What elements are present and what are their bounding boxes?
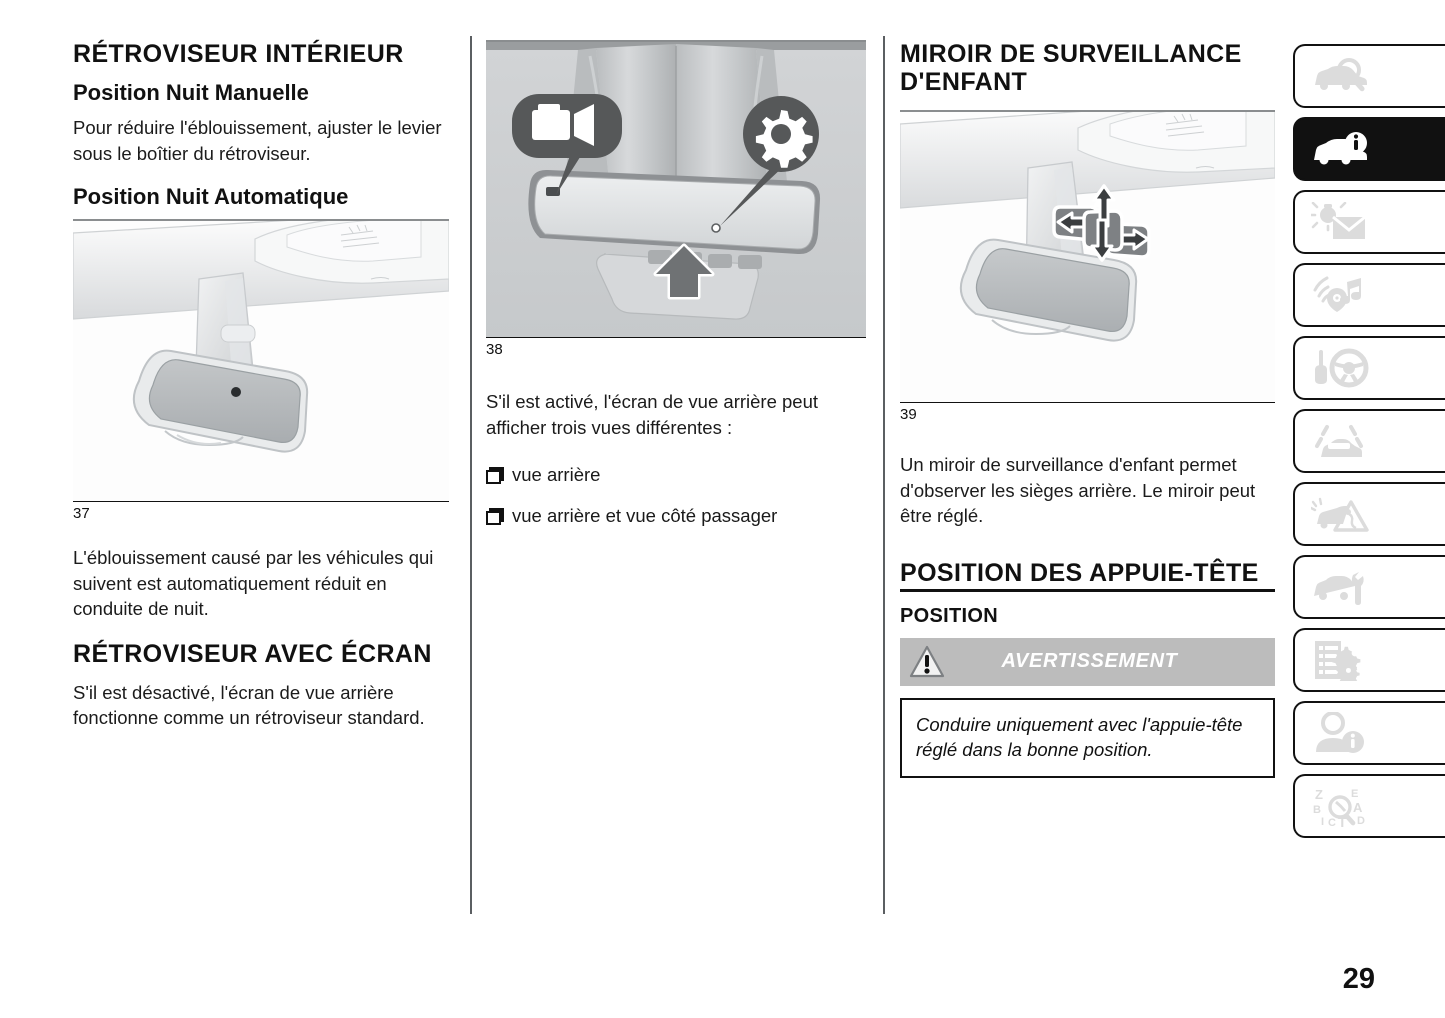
gearshift-wheel-icon <box>1311 348 1369 388</box>
paragraph-child-mirror: Un miroir de surveillance d'enfant permet d'observer les sièges arrière. Le miroir peut être réglé. <box>900 454 1256 526</box>
figure-39-caption: 39 <box>900 406 917 423</box>
figure-38-illustration <box>486 42 866 337</box>
section-heading-child-observation-mirror: MIROIR DE SURVEILLANCE D'ENFANT <box>900 40 1242 96</box>
radio-music-icon <box>1311 274 1369 316</box>
svg-text:E: E <box>1351 788 1359 800</box>
column-3 <box>900 40 1275 778</box>
svg-text:C: C <box>1328 817 1336 827</box>
column-divider-1 <box>470 36 472 914</box>
svg-text:D: D <box>1357 815 1365 827</box>
lamp-envelope-icon <box>1311 202 1369 242</box>
subheading-manual-night-position: Position Nuit Manuelle <box>73 80 309 105</box>
subheading-position: POSITION <box>900 604 998 627</box>
sidebar-item-driving[interactable] <box>1293 336 1445 400</box>
bullet-label: vue arrière et vue côté passager <box>512 505 778 526</box>
paragraph-manual-night: Pour réduire l'éblouissement, ajuster le levier sous le boîtier du rétroviseur. <box>73 117 442 164</box>
car-warning-icon <box>1311 494 1369 534</box>
figure-37-image <box>73 219 449 501</box>
views-bullet-list <box>486 462 866 528</box>
heading-rule <box>900 589 1275 592</box>
list-item <box>486 462 866 487</box>
subheading-mirror-with-screen: RÉTROVISEUR AVEC ÉCRAN <box>73 639 432 668</box>
warning-body: Conduire uniquement avec l'appuie-tête réglé dans la bonne position. <box>900 698 1275 778</box>
sidebar-item-lights-mail[interactable] <box>1293 190 1445 254</box>
svg-text:B: B <box>1313 804 1321 816</box>
subheading-auto-night-position: Position Nuit Automatique <box>73 184 349 209</box>
paragraph-screen-disabled: S'il est désactivé, l'écran de vue arrière fonctionne comme un rétroviseur standard. <box>73 681 425 728</box>
car-wrench-icon <box>1311 568 1369 606</box>
figure-38-image <box>486 40 866 337</box>
section-heading-rearview-mirror: RÉTROVISEUR INTÉRIEUR <box>73 40 404 68</box>
figure-38-caption: 38 <box>486 341 503 358</box>
paragraph-three-views: S'il est activé, l'écran de vue arrière peut afficher trois vues différentes : <box>486 391 819 438</box>
car-magnifier-icon <box>1311 57 1369 95</box>
warning-header-bar <box>900 638 1275 686</box>
sidebar-item-car-info[interactable] <box>1293 117 1445 181</box>
square-bullet-icon <box>486 508 504 526</box>
svg-text:Z: Z <box>1315 787 1323 802</box>
sidebar-item-lane-assist[interactable] <box>1293 409 1445 473</box>
sidebar-item-customer-info[interactable] <box>1293 701 1445 765</box>
car-info-icon <box>1311 130 1369 168</box>
warning-triangle-icon <box>900 645 954 679</box>
list-item <box>486 503 866 528</box>
sidebar-item-maintenance[interactable] <box>1293 555 1445 619</box>
square-bullet-icon <box>486 467 504 485</box>
sidebar-item-index[interactable] <box>1293 774 1445 838</box>
sidebar-item-car-search[interactable] <box>1293 44 1445 108</box>
column-2 <box>486 40 866 544</box>
figure-39 <box>900 110 1275 424</box>
bullet-label: vue arrière <box>512 464 601 485</box>
figure-39-illustration <box>900 112 1275 402</box>
figure-37-caption: 37 <box>73 505 90 522</box>
sidebar-tabs <box>1293 44 1445 847</box>
camera-icon <box>532 104 594 146</box>
figure-37-illustration <box>73 221 449 501</box>
list-gears-icon <box>1311 639 1369 681</box>
sidebar-item-specifications[interactable] <box>1293 628 1445 692</box>
section-heading-head-restraint-position: POSITION DES APPUIE-TÊTE <box>900 558 1259 587</box>
figure-38 <box>486 40 866 359</box>
sidebar-item-emergency[interactable] <box>1293 482 1445 546</box>
column-1 <box>73 40 449 749</box>
alphabet-search-icon <box>1311 785 1373 827</box>
svg-text:I: I <box>1321 816 1325 827</box>
sidebar-item-infotainment[interactable] <box>1293 263 1445 327</box>
figure-39-image <box>900 110 1275 402</box>
warning-title: AVERTISSEMENT <box>1001 650 1178 672</box>
page-number: 29 <box>1342 963 1375 995</box>
column-divider-2 <box>883 36 885 914</box>
car-lane-icon <box>1311 421 1369 461</box>
svg-text:T: T <box>1338 814 1347 827</box>
paragraph-auto-dimming: L'éblouissement causé par les véhicules qui suivent est automatiquement réduit en conduite de nuit. <box>73 547 434 619</box>
figure-37 <box>73 219 449 523</box>
person-info-icon <box>1311 712 1369 754</box>
svg-text:A: A <box>1353 800 1363 815</box>
